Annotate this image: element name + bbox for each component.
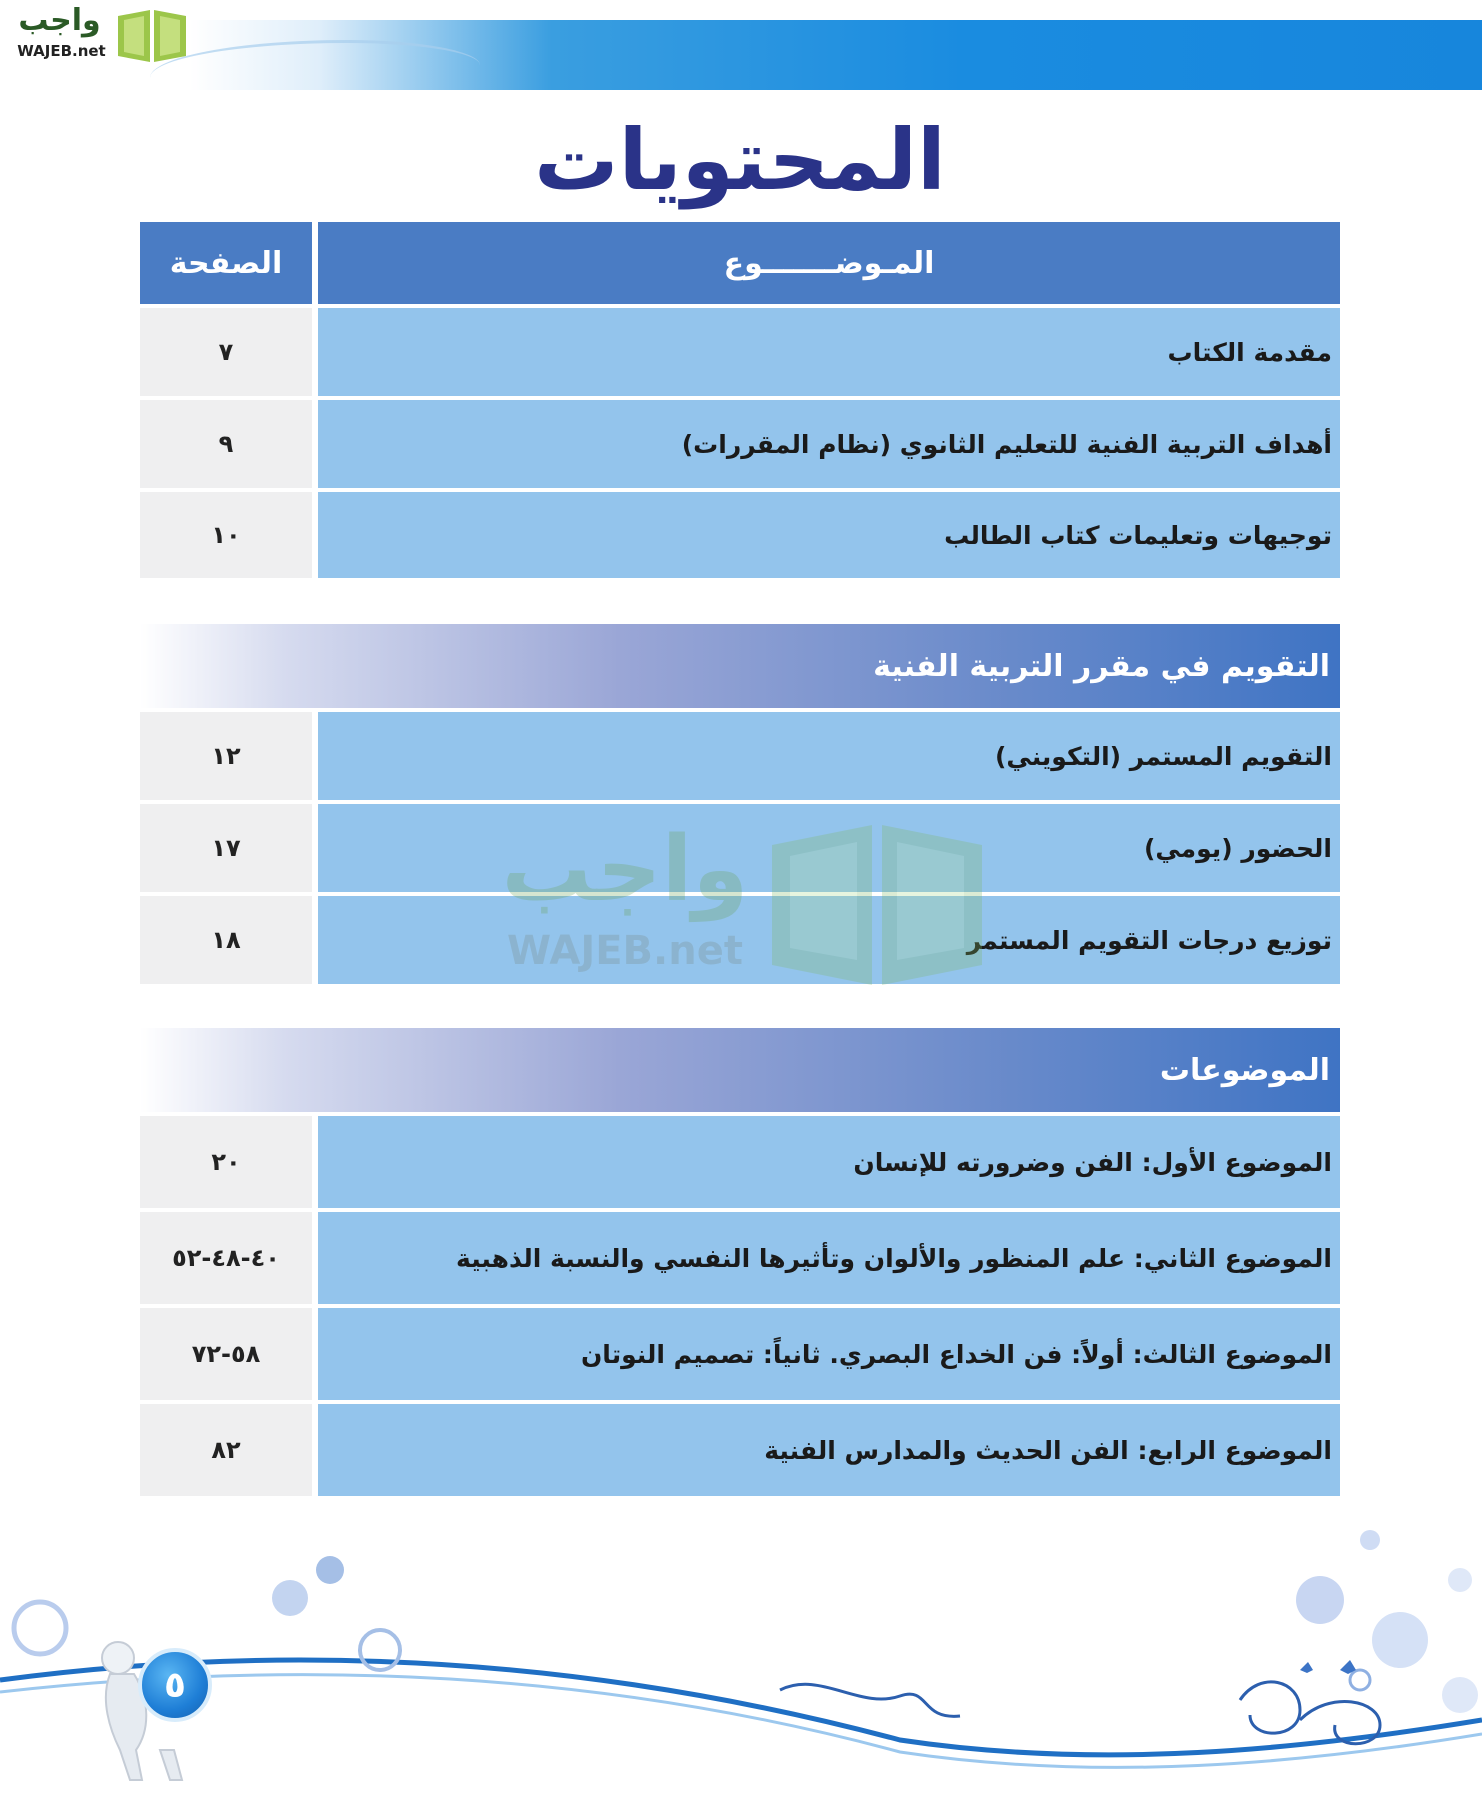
watermark-book-icon [762,820,992,990]
watermark-latin-text: WAJEB.net [507,928,743,974]
topic-cell: توجيهات وتعليمات كتاب الطالب [318,492,1340,578]
topic-cell: الموضوع الثاني: علم المنظور والألوان وتأثيرها النفسي والنسبة الذهبية [318,1212,1340,1304]
table-row[interactable] [140,308,1340,396]
wajeb-watermark [500,817,1000,980]
wajeb-logo[interactable] [10,4,190,66]
logo-arabic-text: واجب [18,3,101,38]
page-column-header: الصفحة [140,222,312,304]
logo-latin-text: WAJEB.net [17,42,106,60]
section-header-topics: الموضوعات [140,1028,1340,1112]
topic-cell: الموضوع الأول: الفن وضرورته للإنسان [318,1116,1340,1208]
page-number-cell: ١٧ [140,804,312,892]
page-number-cell: ٩ [140,400,312,488]
table-row[interactable] [140,1404,1340,1496]
table-row[interactable] [140,1212,1340,1304]
page-title: المحتويات [534,111,946,209]
topic-cell: أهداف التربية الفنية للتعليم الثانوي (نظام المقررات) [318,400,1340,488]
table-row[interactable] [140,400,1340,488]
topic-cell: الحضور (يومي) [318,804,1340,892]
table-row[interactable] [140,1308,1340,1400]
page-number-cell: ٥٨-٧٢ [140,1308,312,1400]
topic-column-header: المـوضـــــــوع [318,222,1340,304]
topic-cell: التقويم المستمر (التكويني) [318,712,1340,800]
table-header [140,222,1340,304]
table-row[interactable] [140,712,1340,800]
book-icon [114,6,190,66]
section-header-evaluation: التقويم في مقرر التربية الفنية [140,624,1340,708]
page-number-cell: ١٢ [140,712,312,800]
topic-cell: توزيع درجات التقويم المستمر [318,896,1340,984]
page-number-badge: ٥ [138,1648,212,1722]
page-number-cell: ١٨ [140,896,312,984]
table-row[interactable] [140,492,1340,578]
topic-cell: الموضوع الرابع: الفن الحديث والمدارس الفنية [318,1404,1340,1496]
topic-cell: الموضوع الثالث: أولاً: فن الخداع البصري. ثانياً: تصميم النوتان [318,1308,1340,1400]
page-number-cell: ٨٢ [140,1404,312,1496]
watermark-arabic-text: واجب [501,817,749,922]
page-number-cell: ١٠ [140,492,312,578]
page-number-cell: ٧ [140,308,312,396]
topic-cell: مقدمة الكتاب [318,308,1340,396]
bottom-swirl-decoration [0,1520,1482,1800]
page-number-cell: ٢٠ [140,1116,312,1208]
table-row[interactable] [140,1116,1340,1208]
page-number-cell: ٤٠-٤٨-٥٢ [140,1212,312,1304]
